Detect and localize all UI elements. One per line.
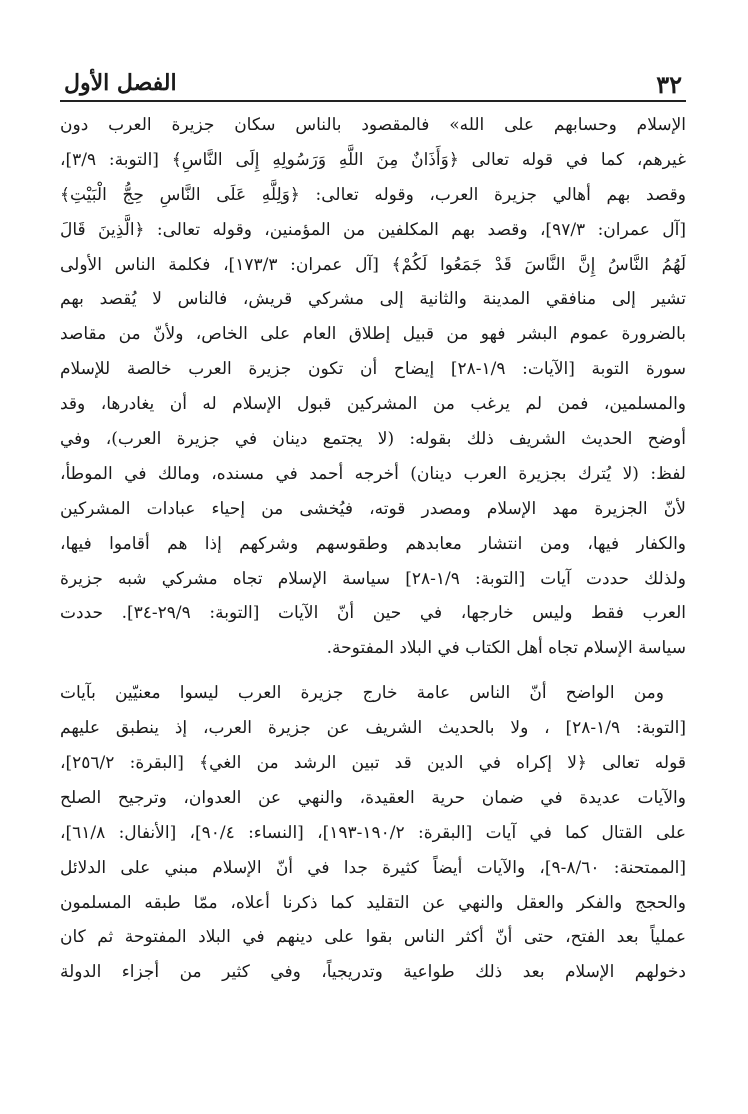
text-line: أوضح الحديث الشريف ذلك بقوله: (لا يجتمع دينان في جزيرة العرب)، وفي bbox=[60, 429, 686, 450]
text-line: والكفار فيها، ومن انتشار معابدهم وطقوسهم وشركهم إذا هم أقاموا فيها، bbox=[60, 533, 686, 554]
text-line: تشير إلى منافقي المدينة والثانية إلى مشركي قريش، فالناس لا يُقصد بهم bbox=[60, 289, 686, 310]
text-line: [التوبة: ١/٩-٢٨] ، ولا بالحديث الشريف عن جزيرة العرب، إذ ينطبق عليهم bbox=[60, 718, 686, 739]
book-page bbox=[60, 62, 686, 990]
paragraph bbox=[60, 108, 686, 666]
text-line: لَهُمُ النَّاسُ إِنَّ النَّاسَ قَدْ جَمَعُوا لَكُمْ﴾ [آل عمران: ١٧٣/٣]، فكلمة الناس الأولى bbox=[60, 254, 686, 275]
text-line: الإسلام وحسابهم على الله» فالمقصود بالناس سكان جزيرة العرب دون bbox=[60, 115, 686, 135]
running-header bbox=[60, 62, 686, 102]
text-line: عملياً بعد الفتح، حتى أنّ أكثر الناس بقوا على دينهم في البلاد المفتوحة ثم كان bbox=[60, 927, 686, 948]
text-line: والمسلمين، فمن لم يرغب من المشركين قبول الإسلام له أن يغادرها، وقد bbox=[60, 394, 686, 415]
text-line: والحجج والفكر والعقل والنهي عن التقليد كما ذكرنا أعلاه، ممّا طبقه المسلمون bbox=[60, 892, 686, 913]
text-line: سورة التوبة [الآيات: ١/٩-٢٨] إيضاح أن تكون جزيرة العرب خالصة للإسلام bbox=[60, 359, 686, 380]
paragraph bbox=[60, 676, 686, 990]
text-line: وقصد بهم أهالي جزيرة العرب، وقوله تعالى: ﴿وَلِلَّهِ عَلَى النَّاسِ حِجُّ الْبَيْتِ﴾ bbox=[60, 184, 686, 205]
text-line: ولذلك حددت آيات [التوبة: ١/٩-٢٨] سياسة الإسلام تجاه مشركي شبه جزيرة bbox=[60, 568, 686, 589]
text-line: على القتال كما في آيات [البقرة: ١٩٠/٢-١٩٣]، [النساء: ٩٠/٤]، [الأنفال: ٦١/٨]، bbox=[60, 822, 686, 843]
text-line: سياسة الإسلام تجاه أهل الكتاب في البلاد المفتوحة. bbox=[326, 638, 686, 659]
chapter-title: الفصل الأول bbox=[64, 70, 177, 96]
text-line: لأنّ الجزيرة مهد الإسلام ومصدر قوته، فيُخشى من إحياء عبادات المشركين bbox=[60, 498, 686, 519]
text-line: والآيات عديدة في ضمان حرية العقيدة، والنهي عن العدوان، وترجيح الصلح bbox=[60, 787, 686, 808]
page-number: ٣٢ bbox=[656, 70, 682, 99]
text-line: [الممتحنة: ٨/٦٠-٩]، والآيات أيضاً كثيرة جدا في أنّ الإسلام مبني على الدلائل bbox=[60, 857, 686, 878]
text-line: دخولهم الإسلام بعد ذلك طواعية وتدريجياً، وفي كثير من أجزاء الدولة bbox=[60, 962, 686, 983]
text-line: بالضرورة عموم البشر فهو من قبيل إطلاق العام على الخاص، ولأنّ من مقاصد bbox=[60, 324, 686, 345]
text-line: قوله تعالى ﴿لا إكراه في الدين قد تبين الرشد من الغي﴾ [البقرة: ٢٥٦/٢]، bbox=[60, 753, 686, 774]
text-line: لفظ: (لا يُترك بجزيرة العرب دينان) أخرجه أحمد في مسنده، ومالك في الموطأ، bbox=[60, 463, 686, 484]
text-line: [آل عمران: ٩٧/٣]، وقصد بهم المكلفين من المؤمنين، وقوله تعالى: ﴿الَّذِينَ قَالَ bbox=[60, 219, 686, 240]
body-text bbox=[60, 108, 686, 990]
text-line: ومن الواضح أنّ الناس عامة خارج جزيرة العرب ليسوا معنيّين بآيات bbox=[60, 683, 664, 704]
text-line: غيرهم، كما في قوله تعالى ﴿وَأَذَانٌ مِنَ اللَّهِ وَرَسُولِهِ إِلَى النَّاسِ﴾ [التوبة: ٣/٩]، bbox=[60, 149, 686, 170]
text-line: العرب فقط وليس خارجها، في حين أنّ الآيات [التوبة: ٢٩/٩-٣٤]. حددت bbox=[60, 603, 686, 624]
